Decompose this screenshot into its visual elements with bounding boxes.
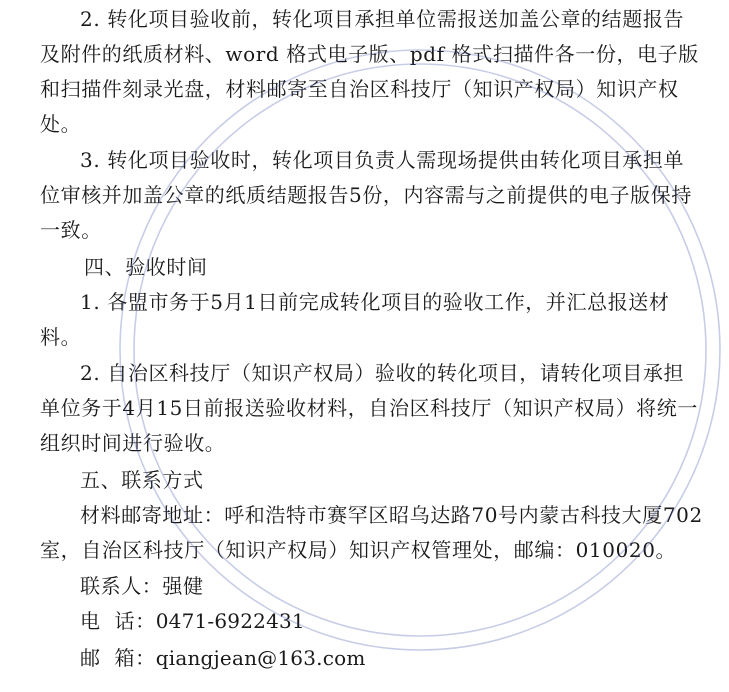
section4-item2-line-3: 组织时间进行验收。 (40, 431, 226, 455)
item2-line-1: 2. 转化项目验收前，转化项目承担单位需报送加盖公章的结题报告 (80, 7, 685, 31)
item3-line-1: 3. 转化项目验收时，转化项目负责人需现场提供由转化项目承担单 (80, 148, 685, 172)
item2-line-4: 处。 (40, 112, 82, 136)
email-row (80, 645, 366, 671)
section4-item1-line-1: 1. 各盟市务于5月1日前完成转化项目的验收工作，并汇总报送材 (80, 290, 670, 314)
section5-heading: 五、联系方式 (80, 468, 204, 492)
phone-row (80, 608, 305, 634)
phone-value: 0471-6922431 (155, 609, 305, 633)
item3-line-3: 一致。 (40, 218, 102, 242)
section4-item2-line-1: 2. 自治区科技厅（知识产权局）验收的转化项目，请转化项目承担 (80, 361, 685, 385)
email-value: qiangjean@163.com (155, 646, 366, 670)
contact-person-row (80, 573, 204, 599)
phone-label: 电 话： (80, 609, 156, 633)
email-label: 邮 箱： (80, 646, 156, 670)
item2-line-2: 及附件的纸质材料、word 格式电子版、pdf 格式扫描件各一份，电子版 (40, 42, 699, 66)
address-line-2: 室，自治区科技厅（知识产权局）知识产权管理处，邮编：010020。 (40, 538, 677, 562)
section4-heading: 四、验收时间 (84, 255, 208, 279)
section4-item2-line-2: 单位务于4月15日前报送验收材料，自治区科技厅（知识产权局）将统一 (40, 396, 698, 420)
address-line-1: 材料邮寄地址：呼和浩特市赛罕区昭乌达路70号内蒙古科技大厦702 (80, 503, 703, 527)
contact-label: 联系人： (80, 574, 163, 598)
section4-item1-line-2: 料。 (40, 325, 82, 349)
item3-line-2: 位审核并加盖公章的纸质结题报告5份，内容需与之前提供的电子版保持 (40, 183, 692, 207)
item2-line-3: 和扫描件刻录光盘，材料邮寄至自治区科技厅（知识产权局）知识产权 (40, 77, 679, 101)
contact-name: 强健 (162, 574, 204, 598)
